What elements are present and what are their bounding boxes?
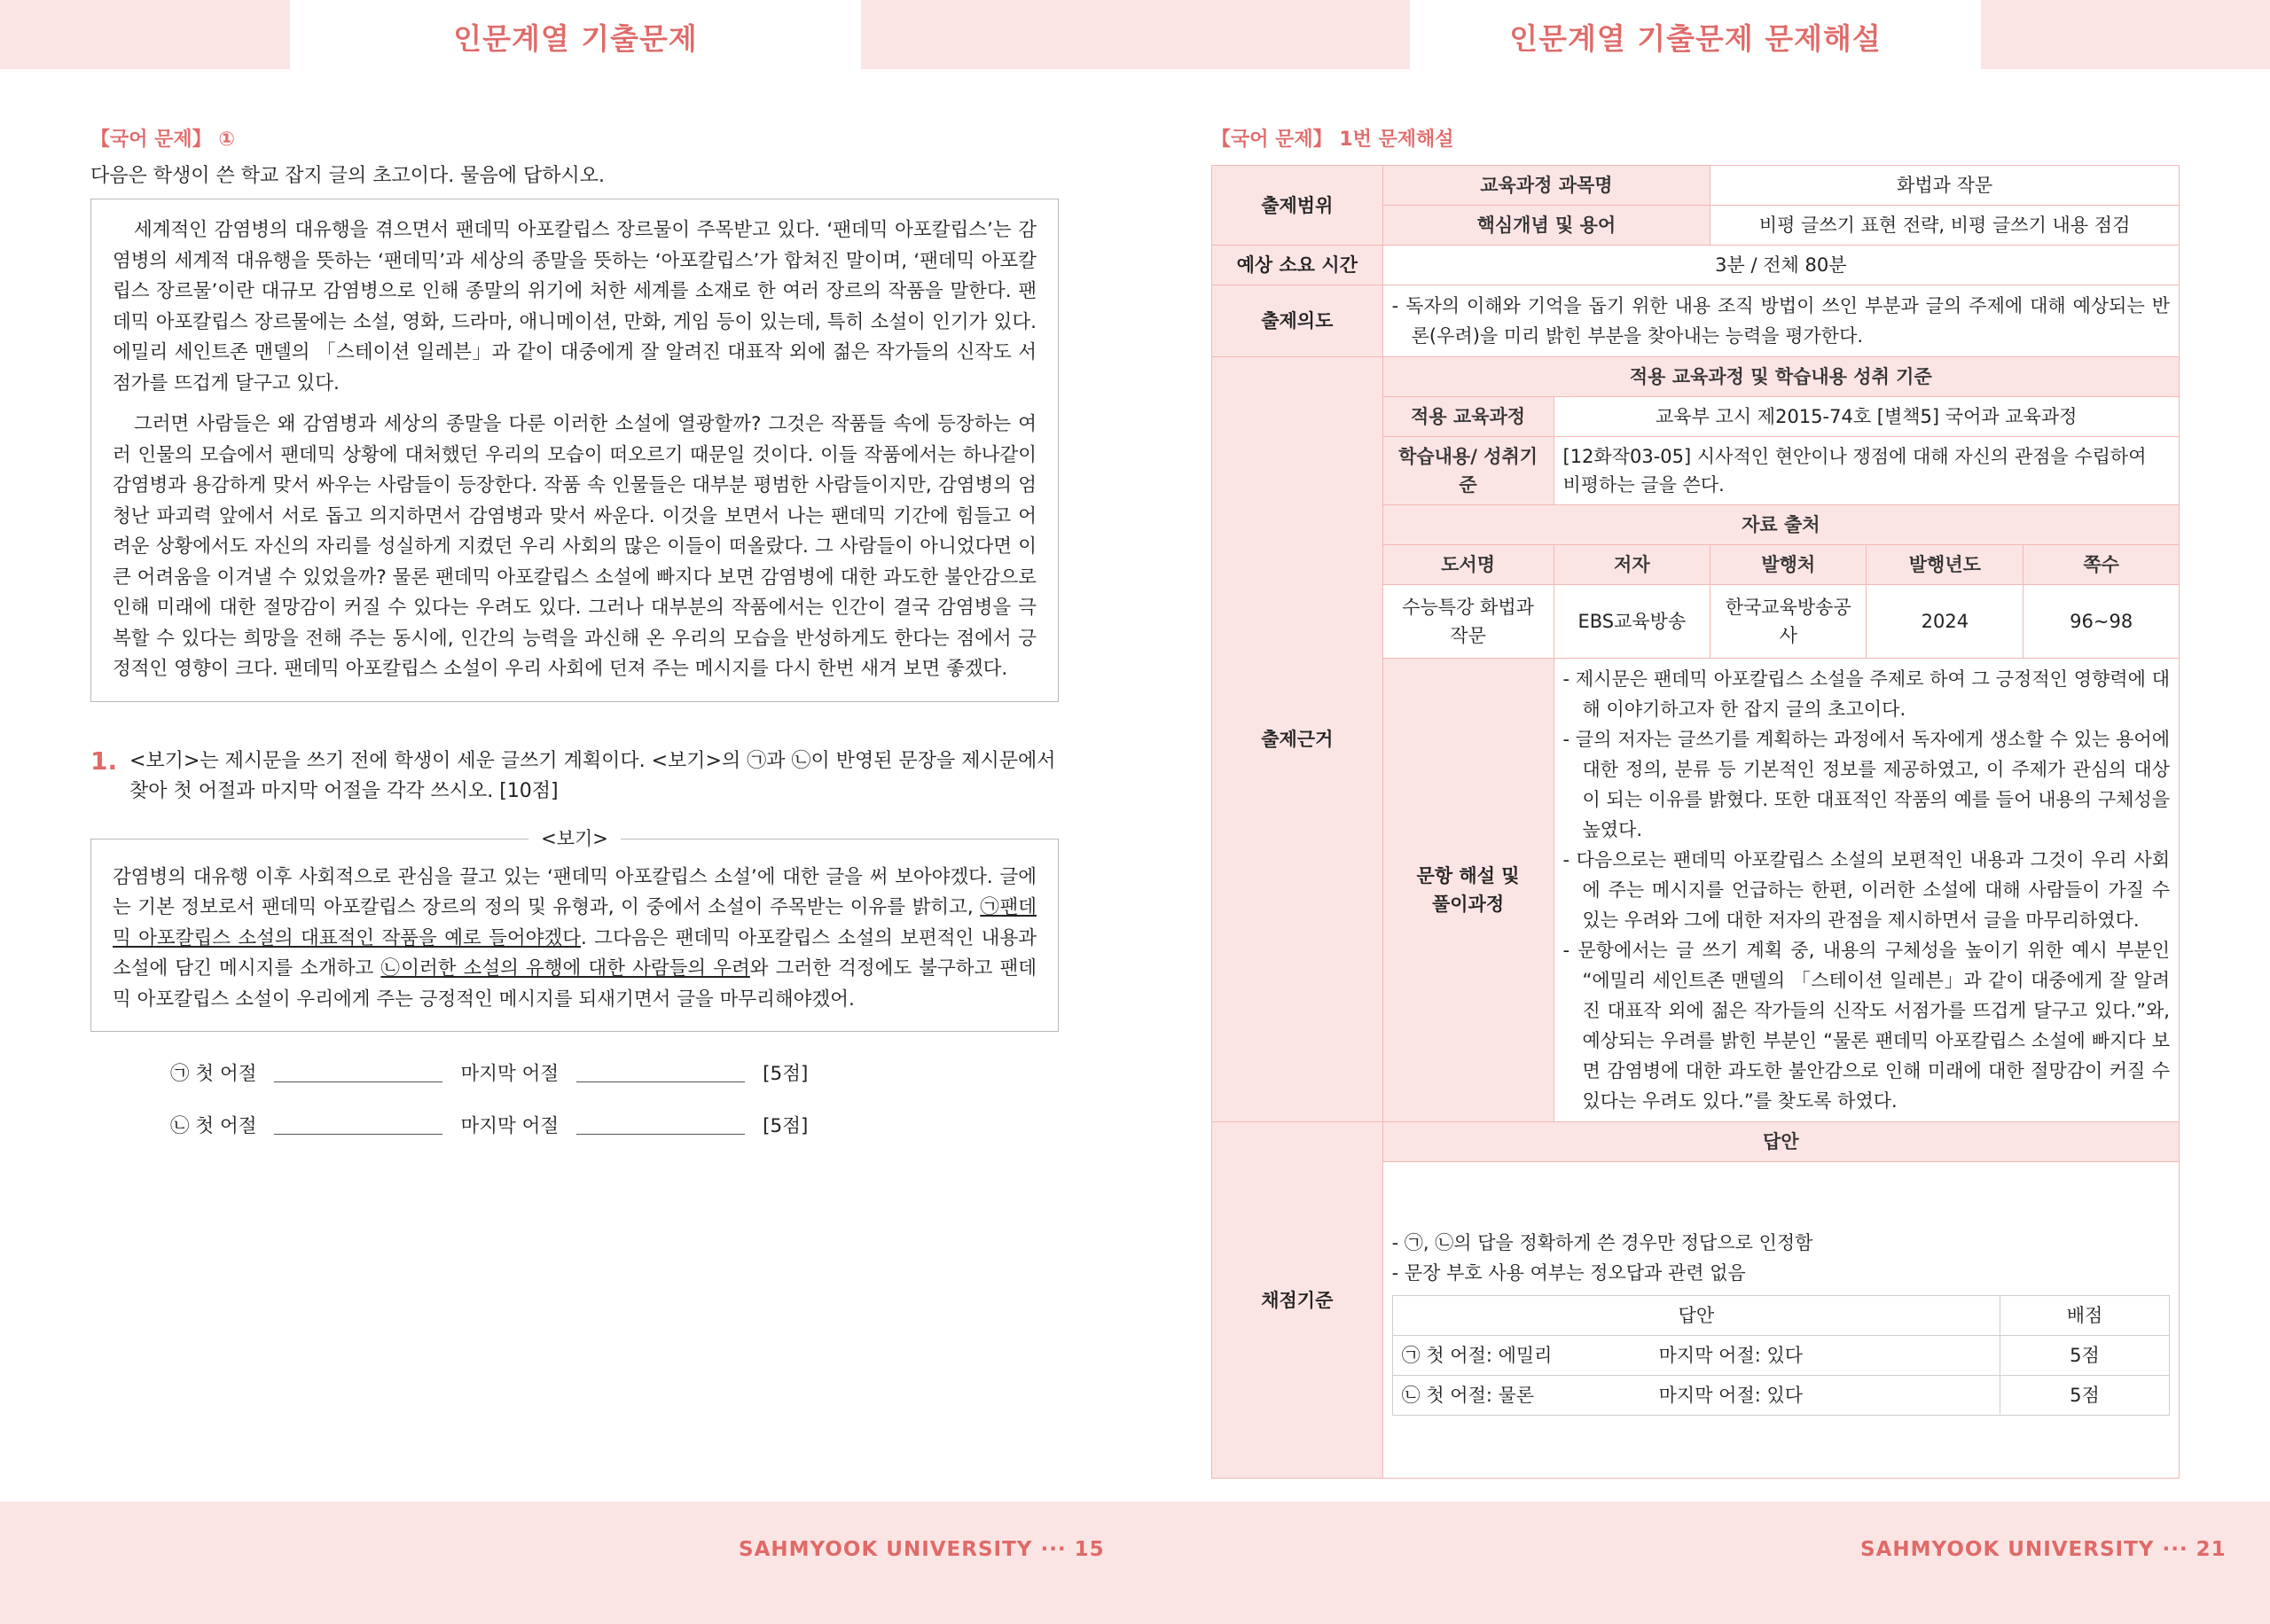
answer-last-label: 마지막 어절 <box>460 1115 560 1137</box>
grading-note-1: - ㉠, ㉡의 답을 정확하게 쓴 경우만 정답으로 인정함 <box>1391 1232 1813 1253</box>
core-concept-value: 비평 글쓰기 표현 전략, 비평 글쓰기 내용 점검 <box>1710 206 2180 246</box>
grading-row <box>1392 1336 2169 1376</box>
grading-last: 마지막 어절: 있다 <box>1650 1336 2000 1376</box>
answer-last-label: 마지막 어절 <box>460 1063 560 1085</box>
grading-points: 5점 <box>2000 1336 2170 1376</box>
answer-blank-first[interactable] <box>274 1114 442 1135</box>
intent-text: 독자의 이해와 기억을 돕기 위한 내용 조직 방법이 쓰인 부분과 글의 주제에 대해 예상되는 반론(우려)을 미리 밝힌 부분을 찾아내는 능력을 평가한다. <box>1405 295 2170 347</box>
explain-cell <box>1554 659 2180 1122</box>
course-name-label: 교육과정 과목명 <box>1382 166 1710 206</box>
explain-item-3: - 다음으로는 팬데믹 아포칼립스 소설의 보편적인 내용과 그것이 우리 사회에 주는 메시지를 언급하는 한편, 이러한 소설에 대해 사람들이 가질 수 있는 우려와 그에 대한 저자의 관점을 제시하면서 글을 마무리하였다. <box>1562 849 2170 931</box>
intent-label: 출제의도 <box>1212 285 1383 357</box>
intro-text: 다음은 학생이 쓴 학교 잡지 글의 초고이다. 물음에 답하시오. <box>90 165 605 187</box>
grading-col-points: 배점 <box>2000 1296 2170 1336</box>
source-year: 2024 <box>1867 585 2023 659</box>
question-text: <보기>는 제시문을 쓰기 전에 학생이 세운 글쓰기 계획이다. <보기>의 ㉠과 ㉡이 반영된 문장을 제시문에서 찾아 첫 어절과 마지막 어절을 각각 쓰시오. [10점] <box>129 749 1056 802</box>
source-author: EBS교육방송 <box>1554 585 1710 659</box>
source-title: 수능특강 화법과 작문 <box>1382 585 1554 659</box>
core-concept-label: 핵심개념 및 용어 <box>1382 206 1710 246</box>
explain-item-2: - 글의 저자는 글쓰기를 계획하는 과정에서 독자에게 생소할 수 있는 용어에 대한 정의, 분류 등 기본적인 정보를 제공하였고, 이 주제가 관심의 대상이 되는 이유를 밝혔다. 또한 대표적인 작품의 예를 들어 내용의 구체성을 높였다. <box>1562 729 2170 840</box>
source-publisher: 한국교육방송공사 <box>1710 585 1867 659</box>
right-section-label: 【국어 문제】 1번 문제해설 <box>1211 129 1454 151</box>
source-header: 자료 출처 <box>1382 505 2179 545</box>
bogi-box <box>90 827 1059 1033</box>
bogi-underline-1: ㉠팬데믹 아포칼립스 소설의 대표적인 작품을 예로 들어야겠다 <box>113 896 1037 949</box>
source-pages: 96~98 <box>2023 585 2180 659</box>
right-page-title: 인문계열 기출문제 문제해설 <box>1509 20 1882 56</box>
answer-blanks <box>90 1058 1059 1138</box>
bogi-title: <보기> <box>528 824 621 851</box>
answer-blank-last[interactable] <box>576 1062 745 1082</box>
course-name-value: 화법과 작문 <box>1710 166 2180 206</box>
answer-blank-first[interactable] <box>274 1062 442 1082</box>
time-value: 3분 / 전체 80분 <box>1382 246 2179 285</box>
source-col-author: 저자 <box>1554 545 1710 585</box>
grading-first: ㉠ 첫 어절: 에밀리 <box>1392 1336 1650 1376</box>
right-footer: SAHMYOOK UNIVERSITY ··· 21 <box>1860 1538 2227 1561</box>
curriculum-value: 교육부 고시 제2015-74호 [별책5] 국어과 교육과정 <box>1554 397 2180 437</box>
intent-value: - 독자의 이해와 기억을 돕기 위한 내용 조직 방법이 쓰인 부분과 글의 주제에 대해 예상되는 반론(우려)을 미리 밝힌 부분을 찾아내는 능력을 평가한다. <box>1391 295 2170 347</box>
grading-points: 5점 <box>2000 1376 2170 1416</box>
bogi-text-a: 감염병의 대유행 이후 사회적으로 관심을 끌고 있는 ‘팬데믹 아포칼립스 소설’에 대한 글을 써 보아야겠다. 글에는 기본 정보로서 팬데믹 아포칼립스 장르의 정의 및 유형과, 이 중에서 소설이 주목받는 이유를 밝히고, <box>113 865 1037 918</box>
grading-table <box>1392 1295 2170 1416</box>
curriculum-label: 적용 교육과정 <box>1382 397 1554 437</box>
passage-paragraph-1: 세계적인 감염병의 대유행을 겪으면서 팬데믹 아포칼립스 장르물이 주목받고 있다. ‘팬데믹 아포칼립스’는 감염병의 세계적 대유행을 뜻하는 ‘팬데믹’과 세상의 종말을 뜻하는 ‘아포칼립스’가 합쳐진 말이며, ‘팬데믹 아포칼립스 장르물’이란 대규모 감염병으로 인해 종말의 위기에 처한 세계를 소재로 한 여러 장르의 작품을 말한다. 팬데믹 아포칼립스 장르물에는 소설, 영화, 드라마, 애니메이션, 만화, 게임 등이 있는데, 특히 소설이 인기가 있다. 에밀리 세인트존 맨델의 「스테이션 일레븐」과 같이 대중에게 잘 알려진 대표작 외에 젊은 작가들의 신작도 서점가를 뜨겁게 달구고 있다. <box>113 219 1037 394</box>
explain-label: 문항 해설 및 풀이과정 <box>1382 659 1554 1122</box>
grading-label: 채점기준 <box>1212 1122 1383 1479</box>
bottom-band <box>0 1502 2270 1624</box>
grading-row <box>1392 1376 2169 1416</box>
answer-first-label: ㉠ 첫 어절 <box>170 1063 257 1085</box>
left-section-label: 【국어 문제】 ① <box>90 129 235 151</box>
bogi-text-b: . 그다음은 팬데믹 아포칼립스 소설의 보편적인 내용과 소설에 담긴 메시지를 소개하고 <box>113 926 1037 980</box>
left-page <box>90 124 1059 1138</box>
basis-label: 출제근거 <box>1212 357 1383 1122</box>
achievement-value: [12화작03-05] 시사적인 현안이나 쟁점에 대해 자신의 관점을 수립하여 비평하는 글을 쓴다. <box>1554 437 2180 505</box>
source-col-title: 도서명 <box>1382 545 1554 585</box>
answer-header: 답안 <box>1382 1122 2179 1162</box>
question-number: 1. <box>90 746 118 776</box>
explanation-table <box>1211 165 2180 1479</box>
answer-blank-last[interactable] <box>576 1114 745 1135</box>
explain-item-1: - 제시문은 팬데믹 아포칼립스 소설을 주제로 하여 그 긍정적인 영향력에 대해 이야기하고자 한 잡지 글의 초고이다. <box>1562 668 2170 720</box>
grading-note-2: - 문장 부호 사용 여부는 정오답과 관련 없음 <box>1391 1262 1746 1284</box>
grading-last: 마지막 어절: 있다 <box>1650 1376 2000 1416</box>
grading-col-answer: 답안 <box>1392 1296 2000 1336</box>
answer-first-label: ㉡ 첫 어절 <box>170 1115 257 1137</box>
question-1 <box>90 746 1059 807</box>
left-footer: SAHMYOOK UNIVERSITY ··· 15 <box>739 1538 1105 1561</box>
standards-header: 적용 교육과정 및 학습내용 성취 기준 <box>1382 357 2179 397</box>
grading-first: ㉡ 첫 어절: 물론 <box>1392 1376 1650 1416</box>
source-col-pages: 쪽수 <box>2023 545 2180 585</box>
bogi-underline-2: ㉡이러한 소설의 유행에 대한 사람들의 우려 <box>380 957 750 980</box>
right-header-tab <box>1410 0 1981 113</box>
explain-item-4: - 문항에서는 글 쓰기 계획 중, 내용의 구체성을 높이기 위한 예시 부분인 “에밀리 세인트존 맨델의 「스테이션 일레븐」과 같이 대중에게 잘 알려진 대표작 외에 젊은 작가들의 신작도 서점가를 뜨겁게 달구고 있다.”와, 예상되는 우려를 밝힌 부분인 “물론 팬데믹 아포칼립스 소설에 빠지다 보면 감염병에 대한 과도한 불안감으로 인해 미래에 대한 절망감이 커질 수 있다는 우려도 있다.”를 찾도록 하였다. <box>1562 940 2170 1112</box>
grading-cell <box>1382 1162 2179 1479</box>
answer-points: [5점] <box>763 1115 809 1137</box>
range-label: 출제범위 <box>1212 166 1383 246</box>
time-label: 예상 소요 시간 <box>1212 246 1383 285</box>
answer-points: [5점] <box>763 1063 809 1085</box>
left-header-tab <box>290 0 861 113</box>
answer-row-1 <box>170 1058 1059 1086</box>
source-col-publisher: 발행처 <box>1710 545 1867 585</box>
passage-paragraph-2: 그러면 사람들은 왜 감염병과 세상의 종말을 다룬 이러한 소설에 열광할까? 그것은 작품들 속에 등장하는 여러 인물의 모습에서 팬데믹 상황에 대처했던 우리의 모습이 떠오르기 때문일 것이다. 이들 작품에서는 하나같이 감염병과 용감하게 맞서 싸우는 사람들이 등장한다. 작품 속 인물들은 대부분 평범한 사람들이지만, 감염병의 엄청난 파괴력 앞에서 서로 돕고 의지하면서 감염병과 맞서 싸운다. 이것을 보면서 나는 팬데믹 기간에 힘들고 어려운 상황에서도 자신의 자리를 성실하게 지켰던 우리 사회의 많은 이들이 떠올랐다. 그 사람들이 아니었다면 이 큰 어려움을 이겨낼 수 있었을까? 물론 팬데믹 아포칼립스 소설에 빠지다 보면 감염병에 대한 과도한 불안감으로 인해 미래에 대한 절망감이 커질 수 있다는 우려도 있다. 그러나 대부분의 작품에서는 인간이 결국 감염병을 극복할 수 있다는 희망을 전해 주는 동시에, 인간의 능력을 과신해 온 우리의 모습을 반성하게도 한다는 점에서 긍정적인 영향이 크다. 팬데믹 아포칼립스 소설이 우리 사회에 던져 주는 메시지를 다시 한번 새겨 보면 좋겠다. <box>113 413 1037 680</box>
bogi-content <box>90 839 1059 1033</box>
answer-row-2 <box>170 1111 1059 1138</box>
passage-box <box>90 199 1059 702</box>
achievement-label: 학습내용/ 성취기준 <box>1382 437 1554 505</box>
intent-cell <box>1382 285 2179 357</box>
bogi-text-c: 와 그러한 걱정에도 불구하고 팬데믹 아포칼립스 소설이 우리에게 주는 긍정적인 메시지를 되새기면서 글을 마무리해야겠어. <box>113 957 1037 1011</box>
left-page-title: 인문계열 기출문제 <box>453 20 698 56</box>
source-col-year: 발행년도 <box>1867 545 2023 585</box>
